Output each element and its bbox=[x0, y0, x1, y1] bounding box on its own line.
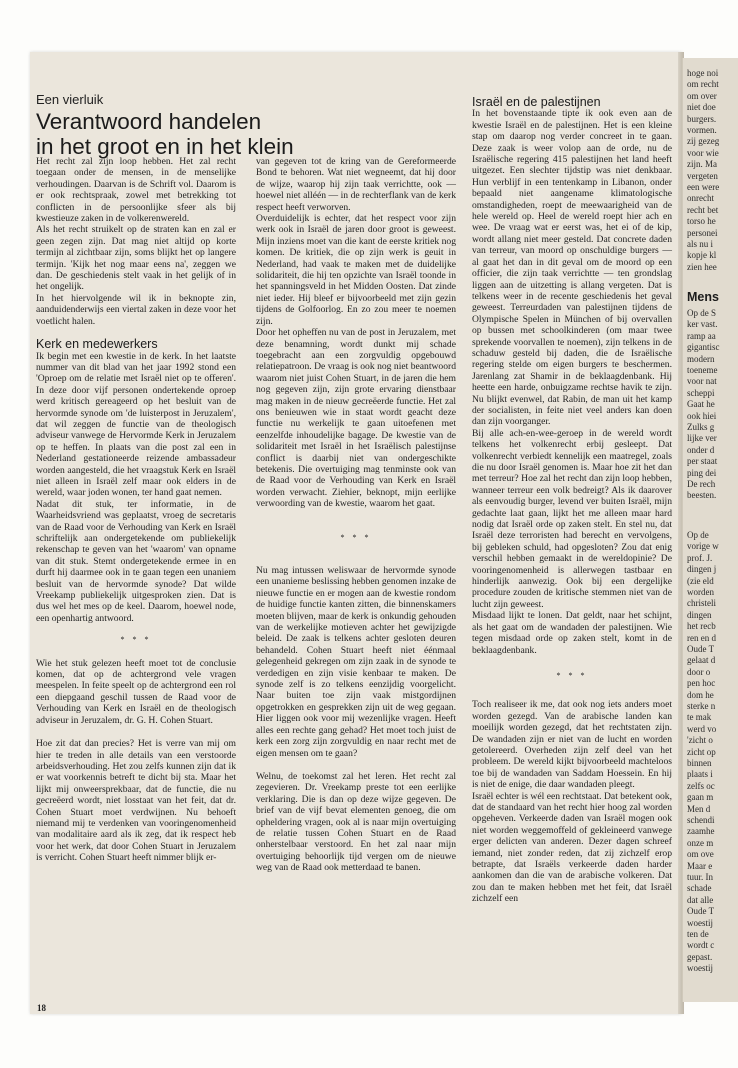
article-column-3 bbox=[472, 97, 672, 905]
adjacent-page-line: zijn. Ma bbox=[687, 159, 717, 170]
adjacent-page-line: modern bbox=[687, 353, 715, 364]
paragraph: Nu mag intussen weliswaar de hervormde synode een unanieme beslissing hebben genomen inzake de nieuwe functie en er mogen aan de kwestie rondom de huidige functie kanten zitten, die binnenskamers moeten blijven, maar de kerk is onkundig gehouden van de werkelijke motieven achter het gewijzigde beleid. De zaak is telkens achter gesloten deuren behandeld. Cohen Stuart heeft niet éénmaal gelegenheid gekregen om zijn zaak in de synode te verdedigen en zijn visie kenbaar te maken. De synode zelf is zo telkens eenzijdig voorgelicht. Naar buiten toe zijn vaak mistgordijnen opgetrokken en gesprekken zijn uit de weg gegaan. Hier liggen ook voor mij wezenlijke vragen. Heeft alles een rechte gang gehad? Het moet toch juist de kerk een zorg zijn zorgvuldig en naar recht met de eigen mensen om te gaan? bbox=[256, 565, 456, 759]
page-number: 18 bbox=[37, 1003, 46, 1013]
section-divider: * * * bbox=[340, 532, 372, 542]
headline-line-2: in het groot en in het klein bbox=[36, 134, 294, 159]
adjacent-page-line: voor nat bbox=[687, 376, 717, 387]
adjacent-page-line: Oude T bbox=[687, 644, 715, 654]
paragraph: Ik begin met een kwestie in de kerk. In het laatste nummer van dit blad van het jaar 1992 stond een 'Oproep om de relatie met Israël niet op te offeren'. In deze door vijf personen ondertekende oproep werd kritisch gereageerd op het besluit van de hervormde synode om 'de luisterpost in Jeruzalem', dat wil zeggen de functie van de theologisch adviseur vanwege de Hervormde Kerk in Jeruzalem op te heffen. In plaats van die post zal een in Nederland gestationeerde reizende ambassadeur worden aangesteld, die het vraagstuk Kerk en Israël niet alleen in Israël zelf maar ook elders in de wereld, waar joden wonen, ter hand gaat nemen. bbox=[36, 350, 236, 499]
paragraph: Wie het stuk gelezen heeft moet tot de conclusie komen, dat op de achtergrond vele vragen meespelen. In feite speelt op de achtergrond een rol een diepgaand geschil tussen de Raad voor de Verhouding van Kerk en Israël en de theologisch adviseur in Jeruzalem, dr. G. H. Cohen Stuart. bbox=[36, 657, 236, 726]
adjacent-page-line: ker vast. bbox=[687, 319, 718, 330]
adjacent-page-line: ook hiei bbox=[687, 410, 717, 421]
headline-line-1: Verantwoord handelen bbox=[36, 109, 262, 134]
paragraph: Nadat dit stuk, ter informatie, in de Waarheidsvriend was geplaatst, vroeg de secretaris van de Raad voor de Verhouding van Kerk en Israël schriftelijk aan ondergetekende om publiekelijk rekenschap te geven van het 'waarom' van opname van dit stuk. Stemt ondergetekende ermee in en durft hij daarmee ook in te gaan tegen een unaniem besluit van de hervormde synode? Dat wilde Vreekamp publiekelijk uitgesproken zien. Dat is dus wel het mes op de keel. Daarom, hoewel node, een openhartig antwoord. bbox=[36, 498, 236, 624]
adjacent-page-line: om recht bbox=[687, 79, 719, 90]
adjacent-page-line: Op de S bbox=[687, 308, 716, 318]
adjacent-page-line: Op de bbox=[687, 530, 709, 540]
adjacent-page-line: zicht op bbox=[687, 746, 716, 757]
adjacent-page-line: voor wie bbox=[687, 147, 719, 158]
adjacent-page-line: ping dei bbox=[687, 467, 717, 478]
adjacent-page-line: dingen j bbox=[687, 564, 717, 575]
adjacent-page-line: hoge noi bbox=[687, 68, 719, 78]
adjacent-page-line: dom he bbox=[687, 689, 714, 700]
adjacent-page-line: gepast. bbox=[687, 951, 713, 962]
paragraph: Misdaad lijkt te lonen. Dat geldt, naar het schijnt, als het gaat om de wandaden der palestijnen. Wie tegen misdaad orde op zaken stelt, komt in de beklaagdenbank. bbox=[472, 610, 672, 656]
paragraph: In het bovenstaande tipte ik ook even aan de kwestie Israël en de palestijnen. Het is een kleine stap om daarop nog verder concreet in te gaan. Deze zaak is weer volop aan de orde, nu de Israëlische regering 415 palestijnen het land heeft uitgezet. Een slechter tijdstip was niet denkbaar. Hun verblijf in een tentenkamp in Libanon, onder bepaald niet aangename klimatologische omstandigheden, roept de meewaarigheid van de hele wereld op. Heel de wereld roept hier ach en wee. De vraag wat er eerst was, het ei of de kip, wordt allang niet meer gesteld. Dat concrete daden van terreur, van moord op onschuldige burgers — al gaat het dan in dit geval om de moord op een officier, die zijn taak verrichtte — ten grondslag liggen aan de uitzetting is allang vergeten. Dat is telkens weer in de recente geschiedenis het geval geweest. Terreurdaden van palestijnen tijdens de Olympische Spelen in München of bij overvallen op bussen met schoolkinderen (om maar twee sprekende voorvallen te noemen), zijn telkens in de schaduw gesteld bij daden, die de Israëlische regering stelde om eigen burgers te beschermen. Jarenlang zat Shamir in de beklaagdenbank. Hij heette een harde, onbuigzame rechtse havik te zijn. Nu blijkt evenwel, dat Rabin, de man uit het kamp der socialisten, in feite niet veel anders kan doen dan zijn voorganger. bbox=[472, 108, 672, 428]
adjacent-page-line: christeli bbox=[687, 598, 716, 609]
adjacent-page-line: pen hoc bbox=[687, 678, 716, 689]
adjacent-page-line: sterke n bbox=[687, 701, 716, 711]
adjacent-page-line: ten de bbox=[687, 929, 709, 939]
section-subhead: Israël en de palestijnen bbox=[472, 95, 601, 109]
adjacent-page-line: onrecht bbox=[687, 193, 714, 204]
adjacent-page-line: een were bbox=[687, 182, 720, 192]
adjacent-page-line: Gaat he bbox=[687, 399, 715, 410]
adjacent-page-line: om ove bbox=[687, 849, 714, 860]
adjacent-page-line: Men d bbox=[687, 803, 711, 814]
adjacent-page-line: 'zicht o bbox=[687, 735, 713, 746]
adjacent-page-line: per staat bbox=[687, 456, 718, 467]
adjacent-page-line: om over bbox=[687, 90, 717, 101]
adjacent-page-line: dingen bbox=[687, 609, 712, 620]
adjacent-page-line: binnen bbox=[687, 758, 712, 768]
adjacent-page-line: gigantisc bbox=[687, 342, 720, 353]
adjacent-page-line: recht bet bbox=[687, 204, 719, 215]
section-divider: * * * bbox=[556, 670, 588, 680]
adjacent-page-line: De rech bbox=[687, 479, 716, 489]
article-header bbox=[36, 92, 456, 159]
paragraph: van gegeven tot de kring van de Gereformeerde Bond te behoren. Wat niet wegneemt, dat hij door de wijze, waarop hij zijn taak verrichtte, ook — hoewel niet alléén — in de rechterflank van de kerk respect heeft verworven. bbox=[256, 156, 456, 213]
article-column-2 bbox=[256, 156, 456, 874]
adjacent-page-line: kopje kl bbox=[687, 250, 717, 261]
adjacent-page-line: gaan m bbox=[687, 792, 714, 803]
adjacent-page-line: door o bbox=[687, 666, 711, 677]
adjacent-page-line: tuur. In bbox=[687, 872, 713, 882]
adjacent-page-line: scheppi bbox=[687, 387, 715, 398]
adjacent-page-line: gelaat d bbox=[687, 655, 716, 666]
adjacent-page-line: als nu i bbox=[687, 239, 713, 249]
adjacent-page-line: Maar e bbox=[687, 860, 713, 871]
adjacent-page-line: onder d bbox=[687, 444, 715, 455]
adjacent-page-line: toeneme bbox=[687, 365, 718, 375]
paragraph: In het hiervolgende wil ik in beknopte zin, aanduidenderwijs een viertal zaken in deze voor het voetlicht halen. bbox=[36, 292, 236, 327]
adjacent-page-line: burgers. bbox=[687, 113, 717, 124]
paragraph: Welnu, de toekomst zal het leren. Het recht zal zegevieren. Dr. Vreekamp preste tot een eerlijke verklaring. Die is dan op deze wijze gegeven. De brief van de vijf bevat elementen genoeg, die om opheldering vragen, ook al is naar mijn overtuiging de relatie tussen Cohen Stuart en de Raad onherstelbaar verstoord. En het zal naar mijn overtuiging behoorlijk tijd vergen om de nieuwe weg van de Raad ook metterdaad te banen. bbox=[256, 770, 456, 874]
article-kicker: Een vierluik bbox=[36, 92, 104, 107]
paragraph: Toch realiseer ik me, dat ook nog iets anders moet worden gezegd. Van de arabische landen kan moeilijk worden gezegd, dat het rechtstaten zijn. De wandaden zijn er niet van de lucht en worden getolereerd. Overheden zijn zelf deel van het probleem. De wereld kijkt bijvoorbeeld machteloos toe bij de wandaden van Saddam Hoessein. En hij is niet de enige, die daar wandaden pleegt. bbox=[472, 699, 672, 791]
paragraph: Israël echter is wél een rechtstaat. Dat betekent ook, dat de standaard van het recht hier hoog zal worden opgeheven. Verkeerde daden van Israël mogen ook niet worden weggemoffeld of gekleineerd vanwege erger delicten van anderen. Dezer dagen schreef iemand, niet zonder reden, dat zij zichzelf erop betrapte, dat Israëls verkeerde daden harder aankomen dan die van de arabische volkeren. Dat zou dan te maken hebben met het feit, dat Israël zichzelf een bbox=[472, 790, 672, 905]
adjacent-page-line: werd vo bbox=[687, 723, 717, 734]
adjacent-page-line: vormen. bbox=[687, 125, 717, 135]
adjacent-page-line: zien hee bbox=[687, 261, 717, 272]
section-divider: * * * bbox=[120, 635, 152, 645]
adjacent-page-line: ramp aa bbox=[687, 330, 716, 341]
adjacent-page-line: (zie eld bbox=[687, 575, 714, 586]
adjacent-page-subhead: Mens bbox=[687, 290, 719, 304]
adjacent-page-line: zij gezeg bbox=[687, 136, 720, 147]
adjacent-page-line: personei bbox=[687, 227, 718, 238]
adjacent-page-line: worden bbox=[687, 587, 714, 597]
adjacent-page-line: vorige w bbox=[687, 541, 719, 552]
article-column-1 bbox=[36, 156, 236, 864]
adjacent-page-line: zelfs oc bbox=[687, 780, 715, 791]
adjacent-page-line: het recb bbox=[687, 621, 716, 632]
paragraph: Door het opheffen nu van de post in Jeruzalem, met deze benamning, wordt dunkt mij schade toegebracht aan een zorgvuldig opgebouwd relatiepatroon. De vraag is ook nog niet beantwoord waarom niet juist Cohen Stuart, in de jaren die hem nog gegeven zijn, zijn grote ervaring dienstbaar mag maken in de nieuw gecreëerde functie. Het zal ons benieuwen wie in staat wordt geacht deze functie nu werkelijk te gaan uitoefenen met eenzelfde inhoudelijke bagage. De kwestie van de solidariteit met Israël in het Israëlisch palestijnse conflict is daarbij niet van ondergeschikte betekenis. Die overtuiging mag tenminste ook van de Raad voor de Verhouding van Kerk en Israël worden verwacht. Ziehier, beknopt, mijn eerlijke verwoording van de kwestie, waarom het gaat. bbox=[256, 327, 456, 510]
adjacent-page-line: woestij bbox=[687, 917, 713, 928]
adjacent-page-line: te mak bbox=[687, 712, 712, 723]
adjacent-page-line: Zulks g bbox=[687, 422, 715, 432]
paragraph: Overduidelijk is echter, dat het respect voor zijn werk ook in Israël de jaren door groot is geweest. Mijn inziens moet van die kant de eerste kritiek nog komen. De kritiek, die op zijn werk is geuit in Nederland, had vaak te maken met de duidelijke solidariteit, die hij ten opzichte van Israël toonde in het spanningsveld in het Midden Oosten. Dat zinde niet ieder. Hij bleef er bijvoorbeeld met zijn gezin tijdens de Golfoorlog. En zo zou meer te noemen zijn. bbox=[256, 213, 456, 327]
adjacent-page-line: beesten. bbox=[687, 490, 717, 501]
paragraph: Het recht zal zijn loop hebben. Het zal recht toegaan onder de mensen, in de menselijke verhoudingen. Daarvan is de Schrift vol. Daarom is er ook rechtspraak, zowel met betrekking tot conflicten in de persoonlijke sfeer als bij kwestieuze zaken in de volkerenwereld. bbox=[36, 156, 236, 225]
adjacent-page-edge bbox=[682, 58, 738, 1002]
adjacent-page-line: vergeten bbox=[687, 170, 718, 181]
paragraph: Hoe zit dat dan precies? Het is verre van mij om hier te treden in alle details van een verstoorde arbeidsverhouding. Het zou zelfs kunnen zijn dat ik er wat voorkennis betreft te dicht bij sta. Maar het lijkt mij onweersprekbaar, dat de functie, die nu gecreëerd wordt, niet losstaat van het feit, dat dr. Cohen Stuart moet verdwijnen. Nu behoeft niemand mij te verdenken van vooringenomenheid van modalitaire aard als ik zeg, dat ik respect heb voor het werk, dat door Cohen Stuart in Jeruzalem is verricht. Cohen Stuart heeft nimmer blijk er- bbox=[36, 738, 236, 864]
adjacent-page-line: schendi bbox=[687, 815, 715, 825]
adjacent-page-line: onze m bbox=[687, 837, 714, 848]
article-headline bbox=[36, 109, 456, 159]
adjacent-page-line: torso he bbox=[687, 216, 716, 227]
paragraph: Bij alle ach-en-wee-geroep in de wereld wordt telkens het volkenrecht erbij gesleept. Dat volkenrecht verbiedt kennelijk een maatregel, zoals die nu door Israël genomen is. Maar hoe zit het dan met terreur? Hoe zal het recht dan zijn loop hebben, wanneer terreur een volk bedreigt? Als ik daarover als eenvoudig burger, levend ver buiten Israël, mijn gedachte laat gaan, lijkt het me alleen maar hard nodig dat Israël orde op zaken stelt. En stel nu, dat Israël deze terroristen had berecht en vervolgens, bij gebleken schuld, had opgesloten? Zou dat enig verschil hebben gemaakt in de wereldopinie? De vooringenomenheid is allerwegen tastbaar en hinderlijk aanwezig. Ook bij een dergelijke procedure zouden de kritische stemmen niet van de lucht zijn geweest. bbox=[472, 427, 672, 610]
adjacent-page-line: woestij bbox=[687, 963, 713, 974]
adjacent-page-line: schade bbox=[687, 883, 712, 894]
adjacent-page-line: zaamhe bbox=[687, 826, 715, 837]
adjacent-page-line: prof. J. bbox=[687, 552, 713, 563]
adjacent-page-line: dat alle bbox=[687, 894, 714, 905]
adjacent-page-line: niet doe bbox=[687, 102, 716, 113]
paragraph: Als het recht struikelt op de straten kan en zal er geen zegen zijn. Dat mag niet altijd op korte termijn al zichtbaar zijn, soms blijkt het op langere termijn. 'Kijk het nog maar eens na', zeggen we dan. De geschiedenis stelt vaak in het gelijk of in het ongelijk. bbox=[36, 224, 236, 293]
adjacent-page-line: plaats i bbox=[687, 769, 713, 780]
adjacent-page-line: ren en d bbox=[687, 632, 716, 643]
section-subhead: Kerk en medewerkers bbox=[36, 337, 158, 352]
adjacent-page-line: wordt c bbox=[687, 940, 715, 951]
adjacent-page-line: lijke ver bbox=[687, 433, 717, 444]
adjacent-page-line: Oude T bbox=[687, 906, 715, 917]
